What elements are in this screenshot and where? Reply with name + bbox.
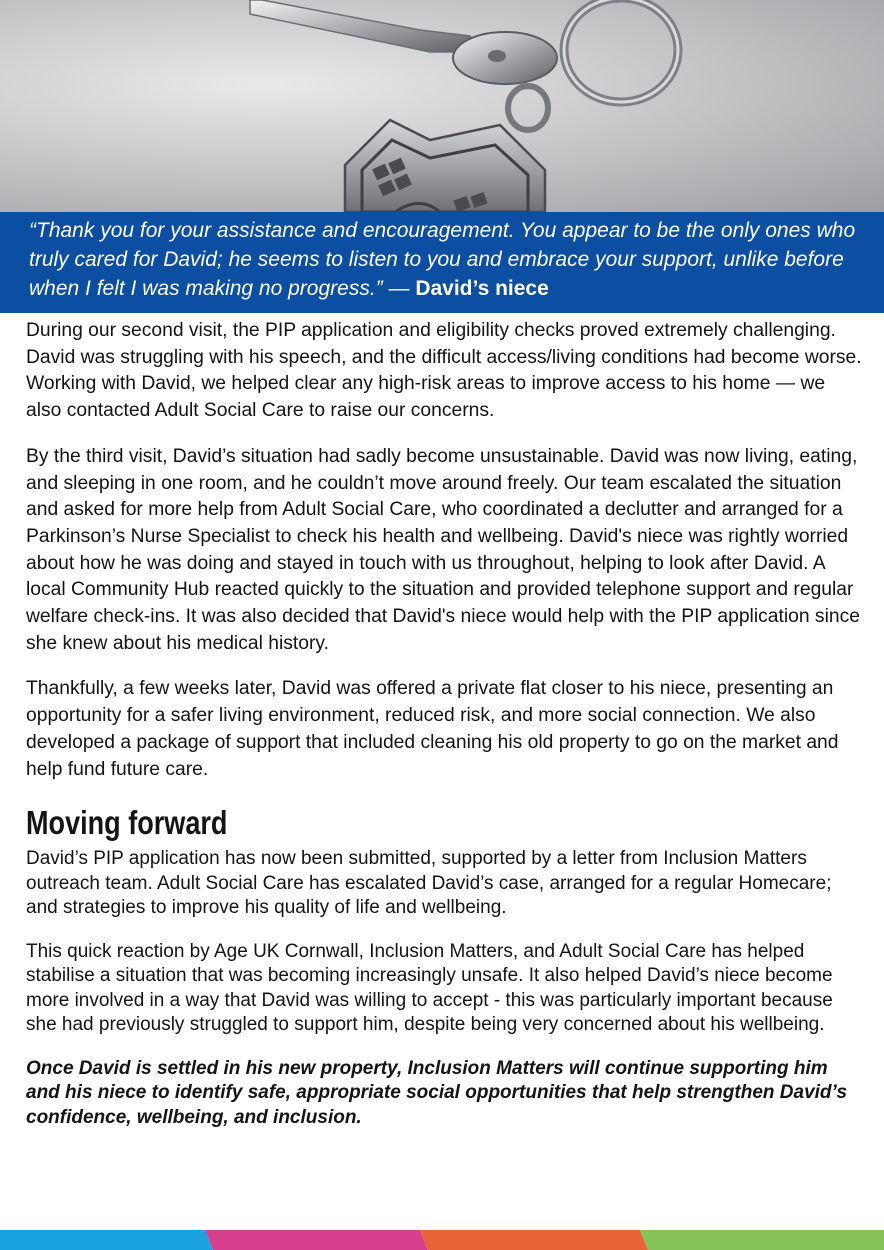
paragraph-pip-submitted: David’s PIP application has now been submitted, supported by a letter from Inclusion Matters outreach team. Adult Social Care has escalated David’s case, arranged for a regular Homecare; and strategies to improve his quality of life and wellbeing. [26, 848, 832, 919]
stripe-segment-blue [0, 1230, 213, 1250]
testimonial-quote-band [0, 212, 884, 313]
closing-statement: Once David is settled in his new property, Inclusion Matters will continue supporting him and his niece to identify safe, appropriate social opportunities that help strengthen David’s confidence, wellbeing, and inclusion. [26, 1057, 848, 1128]
article-body [26, 318, 864, 1130]
paragraph-third-visit: By the third visit, David’s situation had sadly become unsustainable. David was now living, eating, and sleeping in one room, and he couldn’t move around freely. Our team escalated the situation and asked for more help from Adult Social Care, who coordinated a declutter and arranged for a Parkinson’s Nurse Specialist to check his health and wellbeing. David's niece was rightly worried about how he was doing and stayed in touch with us throughout, helping to look after David. A local Community Hub reacted quickly to the situation and provided telephone support and regular welfare check-ins. It was also decided that David's niece would help with the PIP application since she knew about his medical history. [26, 445, 860, 654]
stripe-segment-orange [420, 1230, 648, 1250]
paragraph-second-visit: During our second visit, the PIP application and eligibility checks proved extremely challenging. David was struggling with his speech, and the difficult access/living conditions had become worse. Working with David, we helped clear any high-risk areas to improve access to his home — we also contacted Adult Social Care to raise our concerns. [26, 320, 862, 422]
paragraph-quick-reaction: This quick reaction by Age UK Cornwall, Inclusion Matters, and Adult Social Care has helped stabilise a situation that was becoming increasingly unsafe. It also helped David’s niece become more involved in a way that David was willing to accept - this was particularly important because she had previously struggled to support him, despite being very concerned about his wellbeing. [26, 940, 833, 1036]
quote-text: “Thank you for your assistance and encouragement. You appear to be the only ones who truly cared for David; he seems to listen to you and embrace your support, unlike before when I felt I was making no progress.” — [29, 219, 856, 300]
paragraph-private-flat: Thankfully, a few weeks later, David was offered a private flat closer to his niece, presenting an opportunity for a safer living environment, reduced risk, and more social connection. We also developed a package of support that included cleaning his old property to go on the market and help fund future care. [26, 678, 839, 780]
section-heading: Moving forward [26, 804, 228, 842]
footer-color-stripe [0, 1230, 884, 1250]
stripe-segment-green [640, 1230, 884, 1250]
hero-photo [0, 0, 884, 212]
testimonial-quote [29, 216, 864, 303]
house-keys-illustration [0, 0, 884, 212]
quote-attribution: David’s niece [415, 277, 549, 300]
stripe-segment-magenta [205, 1230, 428, 1250]
